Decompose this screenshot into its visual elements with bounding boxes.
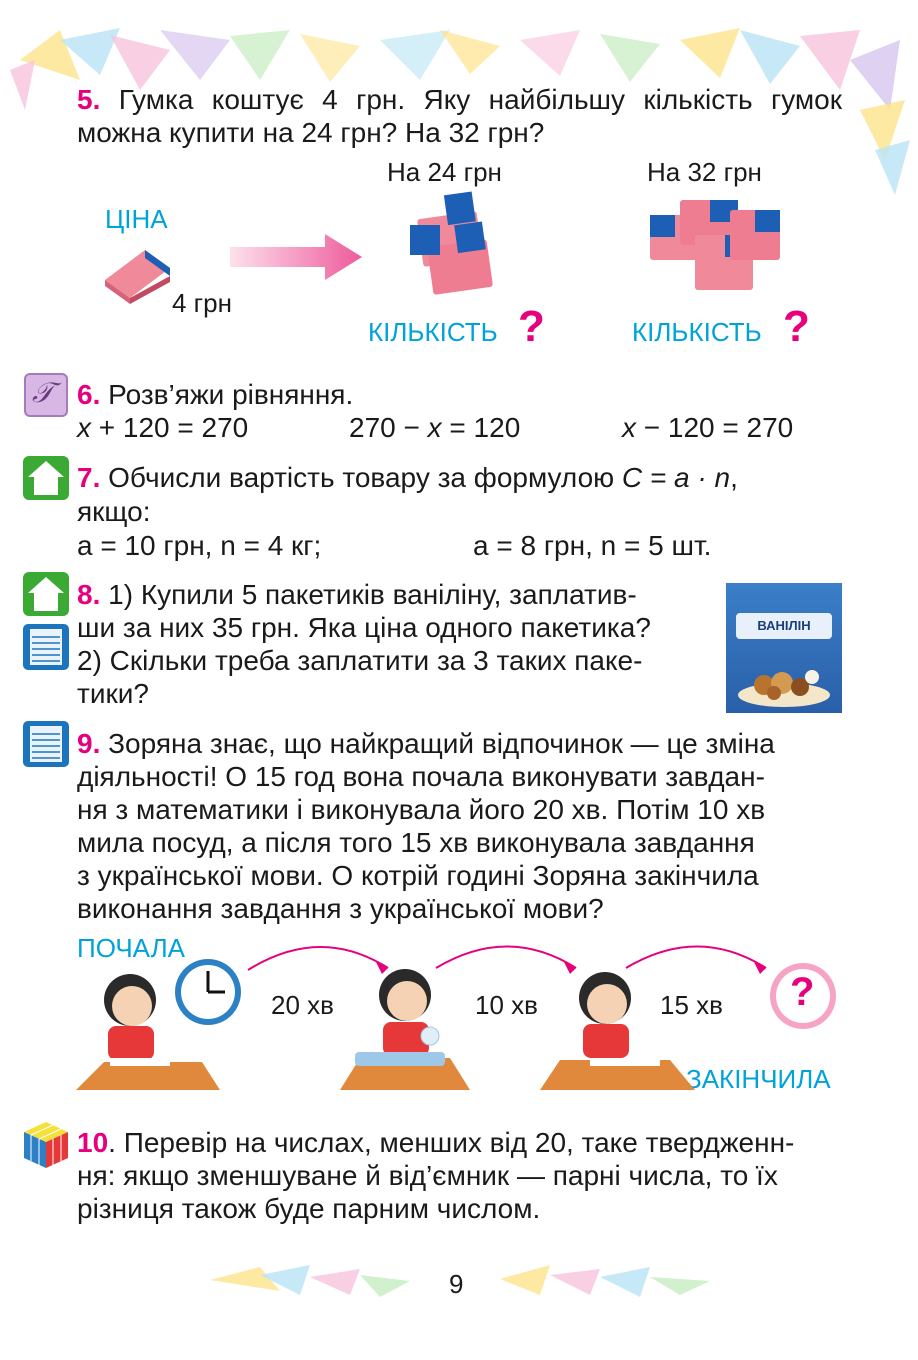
start-label: ПОЧАЛА (77, 933, 185, 963)
task8-text (77, 578, 702, 710)
equation-1: x + 120 = 270 (77, 412, 249, 443)
task9-line: діяльності! О 15 год вона почала виконувати завдан- (77, 761, 765, 792)
equation-3: x − 120 = 270 (622, 412, 794, 443)
rubik-cube-icon (22, 1120, 70, 1170)
task6-title-text: Розв’яжи рівняння. (108, 379, 354, 410)
homework-house-icon (22, 571, 70, 617)
task7-case2: a = 8 грн, n = 5 шт. (473, 530, 712, 561)
task10-text (77, 1126, 842, 1225)
clock-question-mark: ? (790, 970, 815, 1014)
question-mark-1: ? (518, 302, 545, 351)
price-value: 4 грн (172, 288, 232, 318)
duration-1: 20 хв (271, 990, 334, 1020)
task9-text (77, 727, 842, 925)
task7-statement: Обчисли вартість товару за формулою (108, 462, 622, 493)
task-number: 10 (77, 1127, 109, 1158)
task8-line: тики? (77, 678, 149, 709)
task5-text (77, 83, 842, 149)
package-label: ВАНІЛІН (736, 613, 832, 639)
eraser-image (100, 240, 180, 305)
task5-statement: Гумка коштує 4 грн. Яку найбільшу кількість гумок можна купити на 24 грн? На 32 грн? (77, 84, 842, 148)
task7-case1: a = 10 грн, n = 4 кг; (77, 530, 322, 561)
task9-line: мила посуд, а після того 15 хв виконувала завдання (77, 827, 755, 858)
task-number: 6. (77, 379, 101, 410)
task-number: 7. (77, 462, 101, 493)
task9-line: ня з математики і виконувала його 20 хв. Потім 10 хв (77, 794, 766, 825)
pair-work-icon: 𝒯 (24, 373, 68, 417)
task7-line2: якщо: (77, 496, 151, 527)
vanillin-package-image (726, 583, 842, 713)
task9-line: з української мови. О котрій годині Зоряна закінчила (77, 860, 759, 891)
page-number: 9 (449, 1269, 464, 1299)
task-number: 5. (77, 84, 101, 115)
quantity-label-1: КІЛЬКІСТЬ (368, 317, 498, 347)
question-mark-2: ? (783, 302, 810, 351)
group1-label: На 24 грн (387, 157, 502, 187)
price-label: ЦІНА (105, 204, 168, 234)
timeline-illustration (70, 940, 850, 1100)
group2-label: На 32 грн (647, 157, 762, 187)
notebook-icon (22, 623, 70, 671)
eraser-stack-32-image (645, 190, 785, 305)
task7-text: 7. Обчисли вартість товару за формулою C = a · n, (77, 462, 738, 493)
task-number: 9. (77, 728, 101, 759)
task8-line: 2) Скільки треба заплатити за 3 таких паке- (77, 645, 643, 676)
arrow-icon (230, 232, 365, 282)
end-label: ЗАКІНЧИЛА (686, 1064, 831, 1094)
quantity-label-2: КІЛЬКІСТЬ (632, 317, 762, 347)
duration-3: 15 хв (660, 990, 723, 1020)
task6-title (77, 378, 353, 411)
homework-house-icon (22, 455, 70, 501)
equation-2: 270 − x = 120 (349, 412, 521, 443)
eraser-stack-24-image (405, 185, 515, 305)
task10-line: ня: якщо зменшуване й від’ємник — парні числа, то їх (77, 1160, 778, 1191)
task8-line: 1) Купили 5 пакетиків ваніліну, заплатив- (108, 579, 637, 610)
task9-line: Зоряна знає, що найкращий відпочинок — це зміна (108, 728, 775, 759)
notebook-icon (22, 720, 70, 768)
formula: C = a · n (621, 462, 731, 493)
duration-2: 10 хв (475, 990, 538, 1020)
task10-line: . Перевір на числах, менших від 20, таке твердженн- (108, 1127, 795, 1158)
task8-line: ши за них 35 грн. Яка ціна одного пакетика? (77, 612, 651, 643)
task-number: 8. (77, 579, 101, 610)
task10-line: різниця також буде парним числом. (77, 1193, 541, 1224)
task9-line: виконання завдання з української мови? (77, 893, 604, 924)
